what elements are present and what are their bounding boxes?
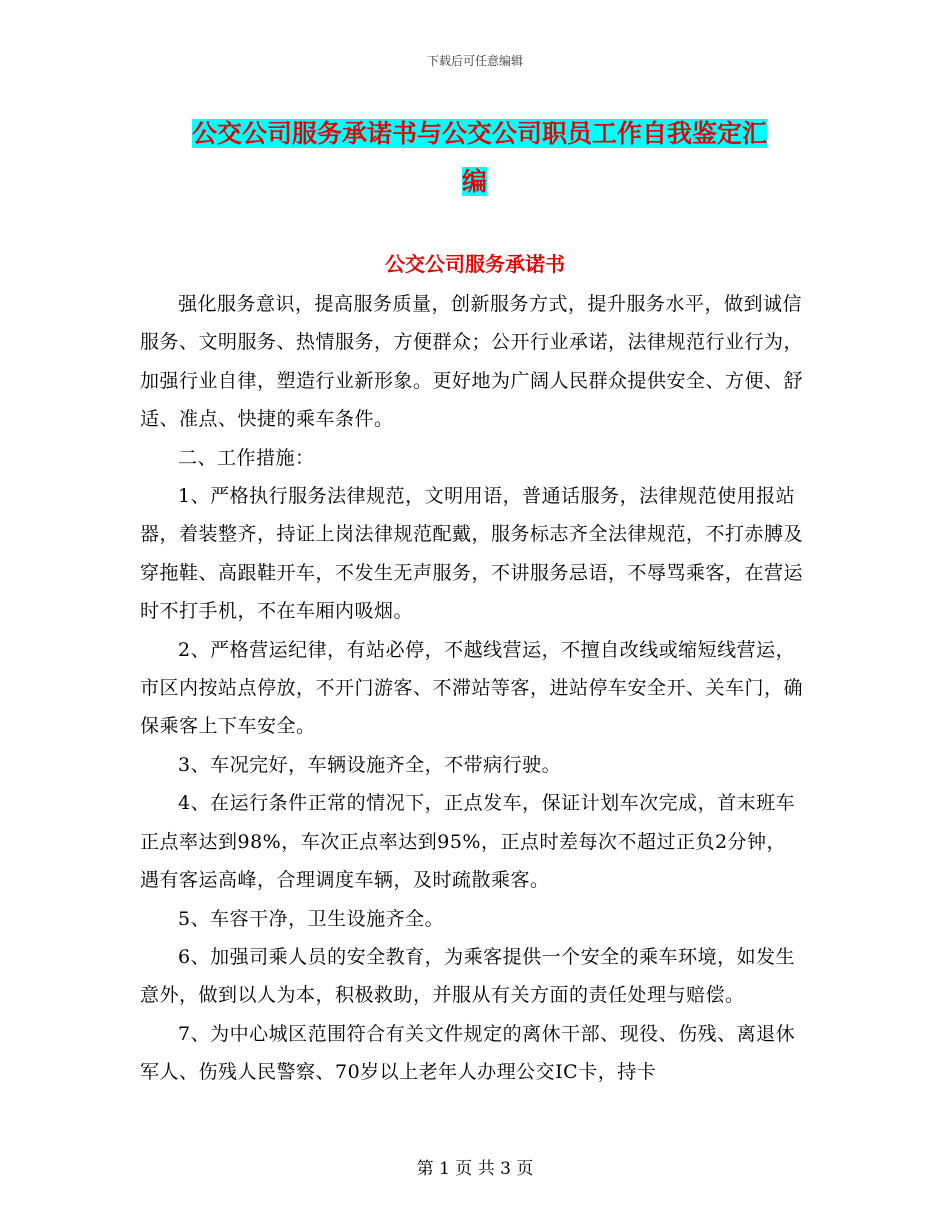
paragraph-item-5: 5、车容干净，卫生设施齐全。 — [178, 907, 445, 930]
title-line-2: 编 — [462, 167, 488, 196]
section-title: 公交公司服务承诺书 — [385, 252, 565, 276]
document-body — [140, 285, 805, 1092]
paragraph-item-1: 1、严格执行服务法律规范，文明用语，普通话服务，法律规范使用报站器，着装整齐，持证上岗法律规范配戴，服务标志齐全法律规范，不打赤膊及穿拖鞋、高跟鞋开车，不发生无声服务，不讲服务忌语，不辱骂乘客，在营运时不打手机，不在车厢内吸烟。 — [140, 485, 804, 623]
paragraph-heading-measures: 二、工作措施： — [178, 446, 315, 469]
page-number: 第 1 页 共 3 页 — [416, 1159, 534, 1179]
paragraph-item-6: 6、加强司乘人员的安全教育，为乘客提供一个安全的乘车环境，如发生意外，做到以人为本，积极救助，并服从有关方面的责任处理与赔偿。 — [140, 945, 796, 1007]
paragraph-item-7: 7、为中心城区范围符合有关文件规定的离休干部、现役、伤残、离退休军人、伤残人民警察、70岁以上老年人办理公交IC卡，持卡 — [140, 1022, 796, 1084]
title-line-1: 公交公司服务承诺书与公交公司职员工作自我鉴定汇 — [192, 119, 768, 148]
page-header-note: 下载后可任意编辑 — [426, 54, 523, 68]
paragraph-item-3: 3、车况完好，车辆设施齐全，不带病行驶。 — [178, 753, 562, 776]
document-title — [192, 110, 807, 206]
paragraph-intro: 强化服务意识，提高服务质量，创新服务方式，提升服务水平，做到诚信服务、文明服务、热情服务，方便群众；公开行业承诺，法律规范行业行为，加强行业自律，塑造行业新形象。更好地为广阔人民群众提供安全、方便、舒适、准点、快捷的乘车条件。 — [140, 293, 804, 431]
paragraph-item-2: 2、严格营运纪律，有站必停，不越线营运，不擅自改线或缩短线营运，市区内按站点停放，不开门游客、不滞站等客，进站停车安全开、关车门，确保乘客上下车安全。 — [140, 638, 804, 738]
paragraph-item-4: 4、在运行条件正常的情况下，正点发车，保证计划车次完成，首末班车正点率达到98%，车次正点率达到95%，正点时差每次不超过正负2分钟，遇有客运高峰，合理调度车辆，及时疏散乘客。 — [140, 792, 796, 892]
